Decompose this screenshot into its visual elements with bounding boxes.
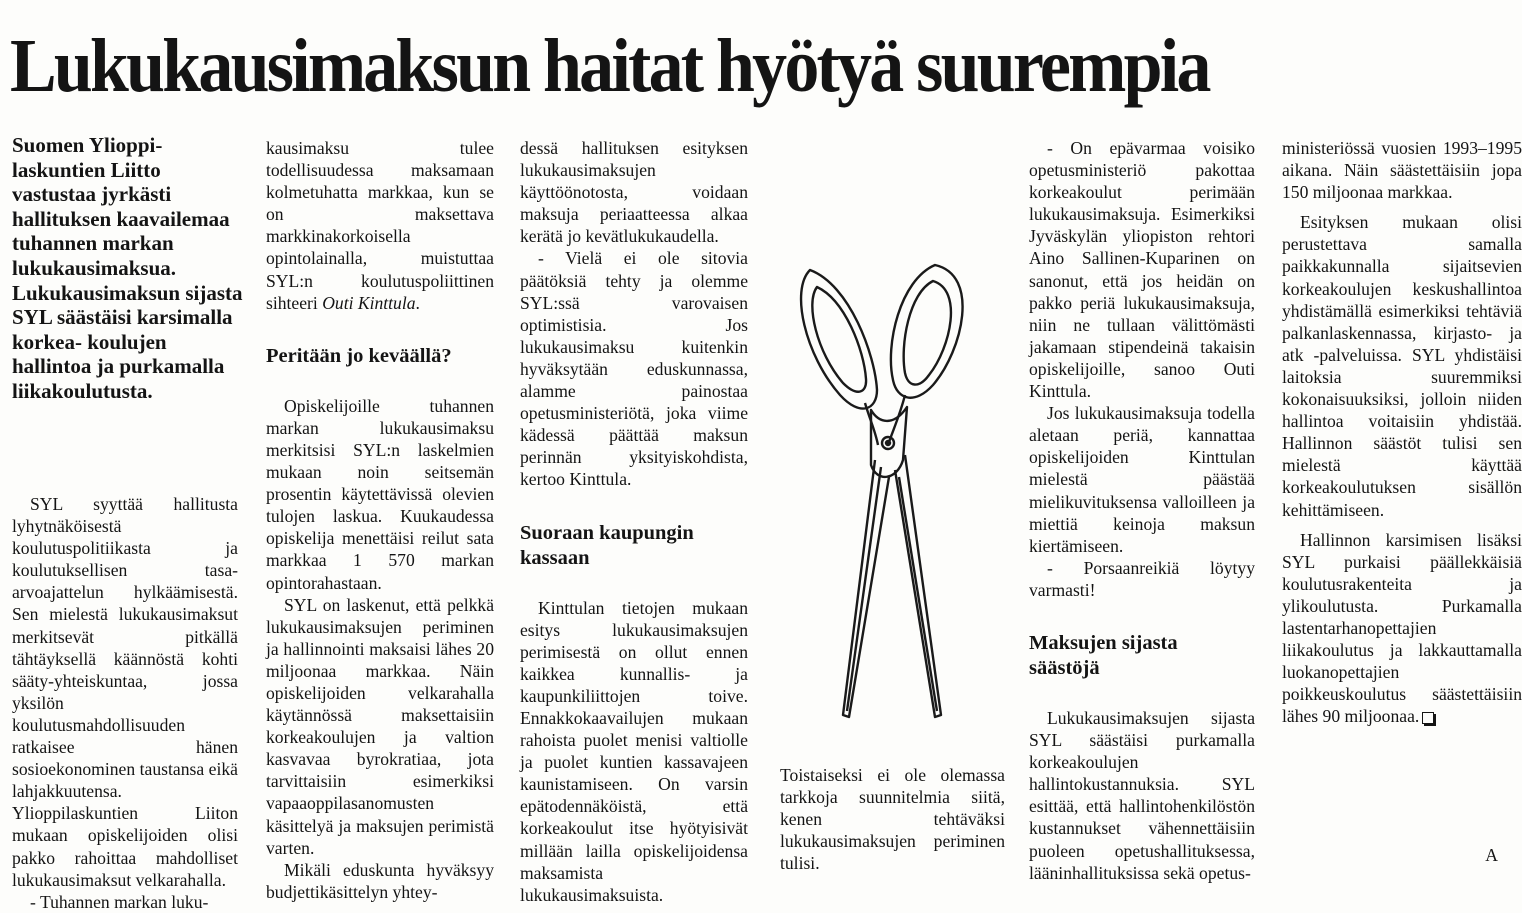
col1-paragraph: - Tuhannen markan luku- (30, 891, 209, 912)
col2-paragraph: Mikäli eduskunta hyväksyy budjettikäsittelyn yhtey- (266, 859, 494, 902)
page-edge-mark: A (1485, 845, 1498, 865)
subheading: Maksujen sijasta säästöjä (1029, 631, 1178, 679)
col1-paragraph: SYL syyttää hallitusta lyhytnäköisestä koulutuspolitiikasta ja koulutuksellisen tasa-arvoajattelun hylkäämisestä. Sen mielestä lukukausimaksut merkitsevät pitkällä tähtäyksellä käännöstä kohti sääty-yhteiskuntaa, jossa yksilön koulutusmahdollisuuden ratkaisee hänen sosioekonominen taustansa eikä lahjakkuutensa. Ylioppilaskuntien Liiton mukaan opiskelijoiden olisi pakko rahoittaa mahdolliset lukukausimaksut velkarahalla. (12, 494, 238, 890)
col3-paragraph: - Vielä ei ole sitovia päätöksiä tehty ja olemme SYL:ssä varovaisen optimistisia. Jos lukukausimaksu kuitenkin hyväksytään eduskunnassa, alamme painostaa opetusministeriötä, joka viime kädessä päättää maksun perinnän yksityiskohdista, kertoo Kinttula. (520, 248, 748, 490)
col5-paragraph: - On epävarmaa voisiko opetusministeriö pakottaa korkeakoulut perimään lukukausimaksuja. Esimerkiksi Jyväskylän yliopiston rehtori Aino Sallinen-Kuparinen on sanonut, että jos heidän on pakko periä lukukausimaksuja, niin ne tullaan välittömästi jakamaan stipendeinä takaisin opiskelijoille, sanoo Outi Kinttula. (1029, 138, 1255, 402)
col2-text: kausimaksu tulee todellisuudessa maksamaan kolmetuhatta markkaa, kun se on maksettava markkinakorkoisella opintolainalla, muistuttaa SYL:n koulutuspoliittinen sihteeri (266, 138, 494, 313)
author-signature: Outi Kinttula (322, 292, 416, 313)
column-5 (1029, 137, 1255, 884)
end-mark-icon (1422, 712, 1434, 724)
col2-paragraph: SYL on laskenut, että pelkkä lukukausimaksujen periminen ja hallinnointi maksaisi lähes 20 miljoonaa markkaa. Näin opiskelijoiden velkarahalla käytännössä maksettaisiin korkeakoulujen ja valtion kasvavaa byrokratiaa, jota tarvittaisiin esimerkiksi vapaaoppilasanomusten käsittelyä ja maksujen perimistä varten. (266, 594, 494, 858)
lead-paragraph: Suomen Ylioppi- laskuntien Liitto vastustaa jyrkästi hallituksen kaavailemaa tuhannen markan lukukausimaksua. Lukukausimaksun sijasta SYL säästäisi karsimalla korkea- koulujen hallintoa ja purkamalla liikakoulutusta. (12, 133, 243, 403)
subheading: Suoraan kaupungin kassaan (520, 521, 694, 569)
col3-paragraph: Kinttulan tietojen mukaan esitys lukukausimaksujen perimisestä on ollut ennen kaikkea kunnallis- ja kaupunkiliittojen toive. Ennakkokaavailujen mukaan rahoista puolet menisi valtiolle ja puolet kuntien kassavajeen kaunistamiseen. On varsin epätodennäköistä, että korkeakoulut itse hyötyisivät millään lailla opiskelijoidensa maksamista lukukausimaksuista. (520, 597, 748, 905)
subheading: Peritään jo keväällä? (266, 344, 452, 367)
col6-paragraph (1282, 529, 1522, 728)
col6-text: Hallinnon karsimisen lisäksi SYL purkaisi päällekkäisiä koulutusrakenteita ja ylikoulutusta. Purkamalla lastentarhanopettajien liikakoulutus ja lakkauttamalla luokanopettajien poikkeuskoulutus säästettäisiin lähes 90 miljoonaa. (1282, 529, 1522, 727)
col5-paragraph: Lukukausimaksujen sijasta SYL säästäisi purkamalla korkeakoulujen hallintokustannuksia. SYL esittää, että hallintohenkilöstön kustannukset vähennettäisiin puoleen opetushallituksessa, lääninhallituksissa sekä opetus- (1029, 707, 1255, 883)
column-2 (266, 137, 494, 903)
headline: Lukukausimaksun haitat hyötyä suurempia (10, 24, 1209, 108)
column-3 (520, 137, 748, 906)
col2-paragraph: Opiskelijoille tuhannen markan lukukausimaksu merkitsisi SYL:n laskelmien mukaan noin seitsemän prosentin käytettävissä olevien tulojen laskua. Kuukaudessa opiskelija menettäisi reilut sata markkaa 1 570 markan opintorahastaan. (266, 395, 494, 593)
col6-paragraph: Esityksen mukaan olisi perustettava samalla paikkakunnalla sijaitsevien korkeakoulujen keskushallintoa yhdistämällä esimerkiksi tehtäviä palkanlaskennassa, kirjasto- ja atk -palveluissa. SYL yhdistäisi laitoksia suuremmiksi kokonaisuuksiksi, jolloin niiden hallintoa voitaisiin yhdistää. Hallinnon säästöt tulisi sen mielestä käyttää korkeakoulutuksen sisällön kehittämiseen. (1282, 212, 1522, 520)
scissors-illustration (785, 245, 995, 735)
column-6 (1282, 137, 1522, 727)
col5-paragraph: - Porsaanreikiä löytyy varmasti! (1029, 557, 1255, 600)
col5-paragraph: Jos lukukausimaksuja todella aletaan periä, kannattaa opiskelijoiden Kinttulan mielestä päästää mielikuvituksensa valloilleen ja miettiä keinoja maksun kiertämiseen. (1029, 403, 1255, 556)
col3-paragraph: dessä hallituksen esityksen lukukausimaksujen käyttöönotosta, voidaan maksuja periaatteessa alkaa kerätä jo kevätlukukaudella. (520, 138, 748, 247)
col6-paragraph: ministeriössä vuosien 1993–1995 aikana. Näin säästettäisiin jopa 150 miljoonaa markkaa. (1282, 138, 1522, 203)
col2-paragraph (266, 137, 494, 314)
column-1 (12, 493, 238, 913)
column-6-clip (1282, 137, 1522, 837)
col2-text-end: . (415, 292, 420, 313)
illustration-caption: Toistaiseksi ei ole olemassa tarkkoja suunnitelmia siitä, kenen tehtäväksi lukukausimaksujen periminen tulisi. (780, 765, 1005, 874)
